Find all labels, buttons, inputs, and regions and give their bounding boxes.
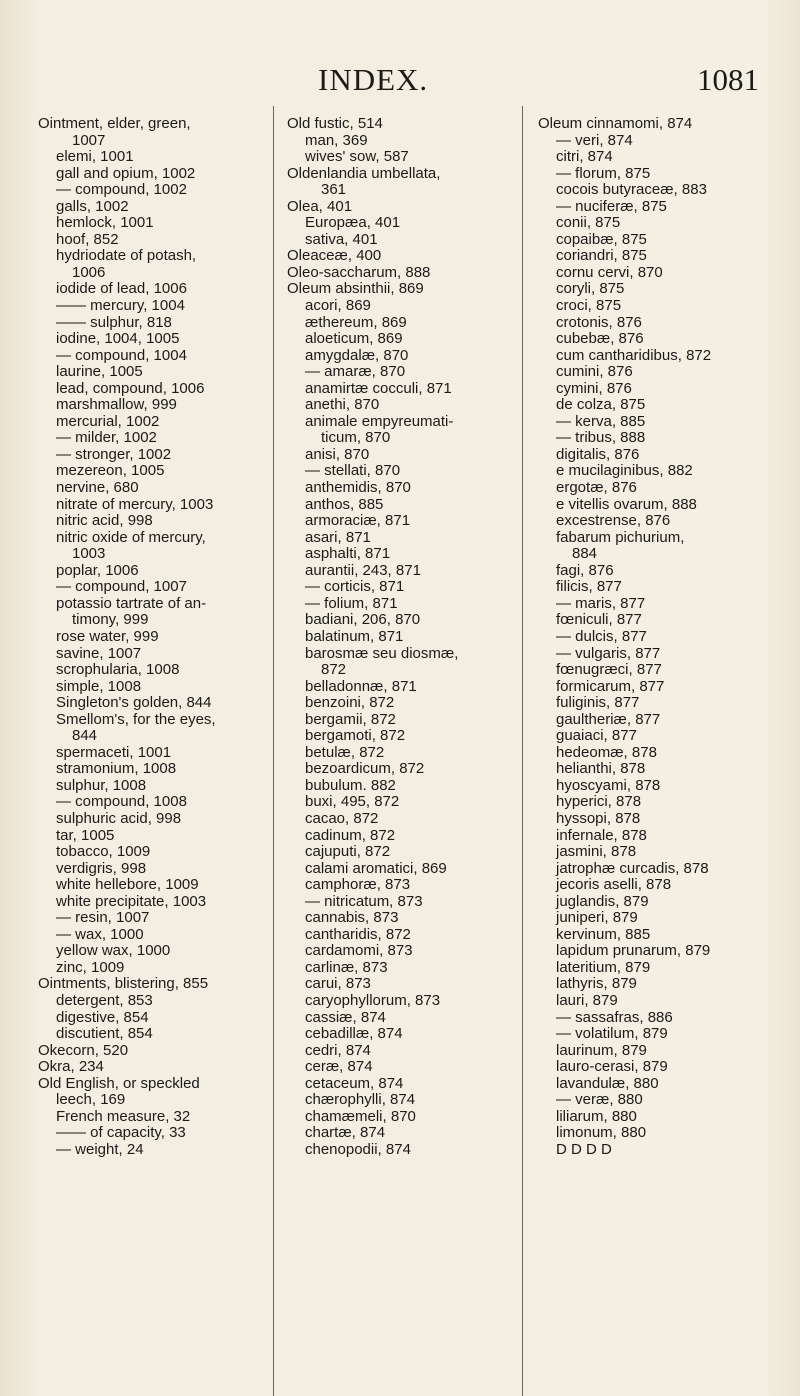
index-sub-entry: asphalti, 871 <box>305 545 391 563</box>
index-sub-entry: animale empyreumati- <box>305 412 454 430</box>
index-sub-entry: bergamii, 872 <box>305 710 396 728</box>
index-sub-entry: chærophylli, 874 <box>305 1091 416 1109</box>
index-sub-entry: aurantii, 243, 871 <box>305 561 421 579</box>
index-sub-entry: — wax, 1000 <box>56 925 144 943</box>
index-heading-entry: Ointments, blistering, 855 <box>38 975 209 993</box>
index-sub-entry: — kerva, 885 <box>556 412 646 430</box>
index-sub-entry: digitalis, 876 <box>556 445 640 463</box>
index-heading-entry: Oleo-saccharum, 888 <box>287 263 431 281</box>
index-sub-entry: — florum, 875 <box>556 164 651 182</box>
index-sub-entry: jecoris aselli, 878 <box>556 876 672 894</box>
index-sub-entry: —— sulphur, 818 <box>56 313 172 331</box>
index-sub-entry: 1003 <box>72 545 106 563</box>
index-sub-entry: marshmallow, 999 <box>56 396 177 414</box>
index-sub-entry: — tribus, 888 <box>556 429 646 447</box>
index-heading-entry: Ointment, elder, green, <box>38 115 191 132</box>
index-sub-entry: de colza, 875 <box>556 396 646 414</box>
index-sub-entry: gaultheriæ, 877 <box>556 710 661 728</box>
index-sub-entry: white precipitate, 1003 <box>56 892 207 910</box>
index-column-2 <box>287 116 507 1158</box>
index-sub-entry: lathyris, 879 <box>556 975 637 993</box>
index-sub-entry: verdigris, 998 <box>56 859 147 877</box>
index-sub-entry: rose water, 999 <box>56 627 159 645</box>
index-sub-entry: chartæ, 874 <box>305 1124 386 1142</box>
index-sub-entry: 844 <box>72 727 98 745</box>
index-heading-entry: Oleum absinthii, 869 <box>287 280 424 298</box>
index-sub-entry: coriandri, 875 <box>556 247 647 265</box>
index-sub-entry: cacao, 872 <box>305 809 379 827</box>
index-sub-entry: spermaceti, 1001 <box>56 743 172 761</box>
index-sub-entry: juglandis, 879 <box>556 892 649 910</box>
index-sub-entry: D D D D <box>556 1140 612 1158</box>
index-sub-entry: fagi, 876 <box>556 561 614 579</box>
index-sub-entry: simple, 1008 <box>56 677 142 695</box>
index-sub-entry: —— mercury, 1004 <box>56 297 185 315</box>
index-heading-entry: Old English, or speckled <box>38 1074 200 1092</box>
index-sub-entry: bergamoti, 872 <box>305 727 406 745</box>
index-sub-entry: lateritium, 879 <box>556 958 651 976</box>
index-sub-entry: — resin, 1007 <box>56 909 150 927</box>
index-column-1 <box>38 116 288 1158</box>
index-sub-entry: — compound, 1007 <box>56 578 187 596</box>
index-sub-entry: — veri, 874 <box>556 131 633 149</box>
index-sub-entry: cassiæ, 874 <box>305 1008 386 1026</box>
index-sub-entry: juniperi, 879 <box>556 909 638 927</box>
index-sub-entry: formicarum, 877 <box>556 677 665 695</box>
index-sub-entry: galls, 1002 <box>56 197 129 215</box>
index-sub-entry: cetaceum, 874 <box>305 1074 404 1092</box>
index-sub-entry: benzoini, 872 <box>305 694 395 712</box>
index-sub-entry: kervinum, 885 <box>556 925 651 943</box>
index-sub-entry: cardamomi, 873 <box>305 942 413 960</box>
index-sub-entry: mercurial, 1002 <box>56 412 160 430</box>
index-heading-entry: Okra, 234 <box>38 1058 104 1076</box>
index-sub-entry: — stronger, 1002 <box>56 445 172 463</box>
index-sub-entry: carlinæ, 873 <box>305 958 388 976</box>
index-sub-entry: caryophyllorum, 873 <box>305 991 441 1009</box>
index-sub-entry: armoraciæ, 871 <box>305 512 411 530</box>
index-sub-entry: — nitricatum, 873 <box>305 892 423 910</box>
index-sub-entry: — maris, 877 <box>556 594 646 612</box>
index-heading-entry: Oldenlandia umbellata, <box>287 164 441 182</box>
index-sub-entry: cebadillæ, 874 <box>305 1025 403 1043</box>
index-sub-entry: savine, 1007 <box>56 644 142 662</box>
index-sub-entry: anamirtæ cocculi, 871 <box>305 379 452 397</box>
index-sub-entry: bubulum. 882 <box>305 776 396 794</box>
index-sub-entry: fuliginis, 877 <box>556 694 640 712</box>
index-sub-entry: acori, 869 <box>305 297 371 315</box>
index-sub-entry: fœniculi, 877 <box>556 611 642 629</box>
index-sub-entry: potassio tartrate of an- <box>56 594 207 612</box>
index-sub-entry: coryli, 875 <box>556 280 625 298</box>
index-sub-entry: iodine, 1004, 1005 <box>56 330 180 348</box>
index-sub-entry: — compound, 1008 <box>56 793 187 811</box>
index-sub-entry: infernale, 878 <box>556 826 647 844</box>
index-sub-entry: æthereum, 869 <box>305 313 407 331</box>
index-sub-entry: — corticis, 871 <box>305 578 405 596</box>
index-sub-entry: jasmini, 878 <box>556 843 637 861</box>
index-sub-entry: 1006 <box>72 263 106 281</box>
index-sub-entry: nitrate of mercury, 1003 <box>56 495 214 513</box>
index-heading-entry: Okecorn, 520 <box>38 1041 129 1059</box>
index-sub-entry: cubebæ, 876 <box>556 330 644 348</box>
index-sub-entry: cocois butyraceæ, 883 <box>556 181 707 199</box>
index-sub-entry: yellow wax, 1000 <box>56 942 171 960</box>
index-sub-entry: belladonnæ, 871 <box>305 677 417 695</box>
index-sub-entry: barosmæ seu diosmæ, <box>305 644 459 662</box>
index-sub-entry: cymini, 876 <box>556 379 632 397</box>
index-sub-entry: Europæa, 401 <box>305 214 401 232</box>
index-sub-entry: filicis, 877 <box>556 578 622 596</box>
index-sub-entry: balatinum, 871 <box>305 627 404 645</box>
index-sub-entry: sulphuric acid, 998 <box>56 809 182 827</box>
index-sub-entry: hemlock, 1001 <box>56 214 154 232</box>
index-sub-entry: cornu cervi, 870 <box>556 263 663 281</box>
index-sub-entry: — veræ, 880 <box>556 1091 643 1109</box>
index-sub-entry: lapidum prunarum, 879 <box>556 942 711 960</box>
index-sub-entry: asari, 871 <box>305 528 371 546</box>
index-sub-entry: buxi, 495, 872 <box>305 793 400 811</box>
index-sub-entry: fœnugræci, 877 <box>556 661 662 679</box>
index-sub-entry: — weight, 24 <box>56 1140 144 1158</box>
index-sub-entry: zinc, 1009 <box>56 958 125 976</box>
index-sub-entry: anthemidis, 870 <box>305 479 411 497</box>
index-sub-entry: cum cantharidibus, 872 <box>556 346 712 364</box>
index-sub-entry: anisi, 870 <box>305 445 370 463</box>
index-sub-entry: jatrophæ curcadis, 878 <box>556 859 709 877</box>
index-sub-entry: carui, 873 <box>305 975 371 993</box>
index-sub-entry: hyoscyami, 878 <box>556 776 661 794</box>
index-heading-entry: Oleum cinnamomi, 874 <box>538 115 693 132</box>
column-divider <box>522 106 523 1396</box>
index-sub-entry: lead, compound, 1006 <box>56 379 205 397</box>
index-column-3 <box>538 116 778 1158</box>
index-heading-entry: Olea, 401 <box>287 197 353 215</box>
index-sub-entry: white hellebore, 1009 <box>56 876 199 894</box>
index-sub-entry: scrophularia, 1008 <box>56 661 180 679</box>
page-header <box>0 28 800 97</box>
index-sub-entry: cajuputi, 872 <box>305 843 391 861</box>
index-sub-entry: 884 <box>572 545 598 563</box>
index-sub-entry: — sassafras, 886 <box>556 1008 673 1026</box>
index-sub-entry: lavandulæ, 880 <box>556 1074 659 1092</box>
index-sub-entry: limonum, 880 <box>556 1124 647 1142</box>
index-sub-entry: — compound, 1004 <box>56 346 187 364</box>
index-sub-entry: hedeomæ, 878 <box>556 743 657 761</box>
index-sub-entry: chenopodii, 874 <box>305 1140 411 1158</box>
index-sub-entry: anthos, 885 <box>305 495 384 513</box>
index-sub-entry: fabarum pichurium, <box>556 528 685 546</box>
index-sub-entry: 1007 <box>72 131 106 149</box>
index-sub-entry: nervine, 680 <box>56 479 139 497</box>
index-sub-entry: —— of capacity, 33 <box>56 1124 186 1142</box>
index-sub-entry: — folium, 871 <box>305 594 398 612</box>
index-sub-entry: tar, 1005 <box>56 826 115 844</box>
index-sub-entry: helianthi, 878 <box>556 760 646 778</box>
index-sub-entry: e mucilaginibus, 882 <box>556 462 693 480</box>
index-sub-entry: badiani, 206, 870 <box>305 611 421 629</box>
index-sub-entry: — volatilum, 879 <box>556 1025 668 1043</box>
index-sub-entry: lauri, 879 <box>556 991 618 1009</box>
index-sub-entry: stramonium, 1008 <box>56 760 177 778</box>
index-sub-entry: — dulcis, 877 <box>556 627 647 645</box>
index-sub-entry: cannabis, 873 <box>305 909 399 927</box>
index-sub-entry: anethi, 870 <box>305 396 380 414</box>
index-sub-entry: — amaræ, 870 <box>305 363 406 381</box>
index-sub-entry: nitric acid, 998 <box>56 512 153 530</box>
index-sub-entry: cadinum, 872 <box>305 826 396 844</box>
index-sub-entry: 872 <box>321 661 347 679</box>
index-sub-entry: — stellati, 870 <box>305 462 401 480</box>
index-sub-entry: man, 369 <box>305 131 368 149</box>
index-sub-entry: aloeticum, 869 <box>305 330 403 348</box>
index-sub-entry: citri, 874 <box>556 148 613 166</box>
index-sub-entry: — compound, 1002 <box>56 181 187 199</box>
index-sub-entry: digestive, 854 <box>56 1008 149 1026</box>
index-sub-entry: — nuciferæ, 875 <box>556 197 667 215</box>
index-sub-entry: crotonis, 876 <box>556 313 642 331</box>
index-sub-entry: French measure, 32 <box>56 1107 191 1125</box>
index-sub-entry: — milder, 1002 <box>56 429 157 447</box>
index-sub-entry: hoof, 852 <box>56 230 119 248</box>
index-sub-entry: hyperici, 878 <box>556 793 642 811</box>
page-number: 1081 <box>697 62 759 97</box>
index-sub-entry: mezereon, 1005 <box>56 462 165 480</box>
page-title: INDEX. <box>318 62 429 97</box>
index-sub-entry: hydriodate of potash, <box>56 247 197 265</box>
index-sub-entry: leech, 169 <box>56 1091 126 1109</box>
index-sub-entry: excestrense, 876 <box>556 512 671 530</box>
index-sub-entry: e vitellis ovarum, 888 <box>556 495 697 513</box>
index-sub-entry: cedri, 874 <box>305 1041 371 1059</box>
index-sub-entry: cumini, 876 <box>556 363 633 381</box>
index-sub-entry: gall and opium, 1002 <box>56 164 196 182</box>
index-sub-entry: Smellom's, for the eyes, <box>56 710 216 728</box>
index-sub-entry: chamæmeli, 870 <box>305 1107 416 1125</box>
index-sub-entry: croci, 875 <box>556 297 622 315</box>
index-sub-entry: lauro-cerasi, 879 <box>556 1058 668 1076</box>
index-sub-entry: detergent, 853 <box>56 991 153 1009</box>
index-sub-entry: sativa, 401 <box>305 230 378 248</box>
index-sub-entry: tobacco, 1009 <box>56 843 151 861</box>
index-sub-entry: iodide of lead, 1006 <box>56 280 187 298</box>
index-sub-entry: laurinum, 879 <box>556 1041 647 1059</box>
index-sub-entry: laurine, 1005 <box>56 363 143 381</box>
index-sub-entry: elemi, 1001 <box>56 148 134 166</box>
index-sub-entry: camphoræ, 873 <box>305 876 411 894</box>
index-sub-entry: ceræ, 874 <box>305 1058 373 1076</box>
index-heading-entry: Old fustic, 514 <box>287 115 383 132</box>
index-sub-entry: poplar, 1006 <box>56 561 139 579</box>
index-sub-entry: amygdalæ, 870 <box>305 346 409 364</box>
index-sub-entry: Singleton's golden, 844 <box>56 694 212 712</box>
index-sub-entry: 361 <box>321 181 347 199</box>
index-sub-entry: wives' sow, 587 <box>305 148 409 166</box>
index-sub-entry: copaibæ, 875 <box>556 230 647 248</box>
index-sub-entry: ergotæ, 876 <box>556 479 637 497</box>
index-sub-entry: bezoardicum, 872 <box>305 760 425 778</box>
index-sub-entry: cantharidis, 872 <box>305 925 411 943</box>
index-sub-entry: nitric oxide of mercury, <box>56 528 206 546</box>
index-heading-entry: Oleaceæ, 400 <box>287 247 382 265</box>
index-sub-entry: liliarum, 880 <box>556 1107 637 1125</box>
index-sub-entry: guaiaci, 877 <box>556 727 637 745</box>
index-sub-entry: sulphur, 1008 <box>56 776 147 794</box>
index-sub-entry: hyssopi, 878 <box>556 809 641 827</box>
index-sub-entry: discutient, 854 <box>56 1025 153 1043</box>
index-sub-entry: calami aromatici, 869 <box>305 859 447 877</box>
index-sub-entry: conii, 875 <box>556 214 621 232</box>
index-sub-entry: ticum, 870 <box>321 429 391 447</box>
index-sub-entry: timony, 999 <box>72 611 149 629</box>
index-sub-entry: betulæ, 872 <box>305 743 385 761</box>
index-sub-entry: — vulgaris, 877 <box>556 644 661 662</box>
